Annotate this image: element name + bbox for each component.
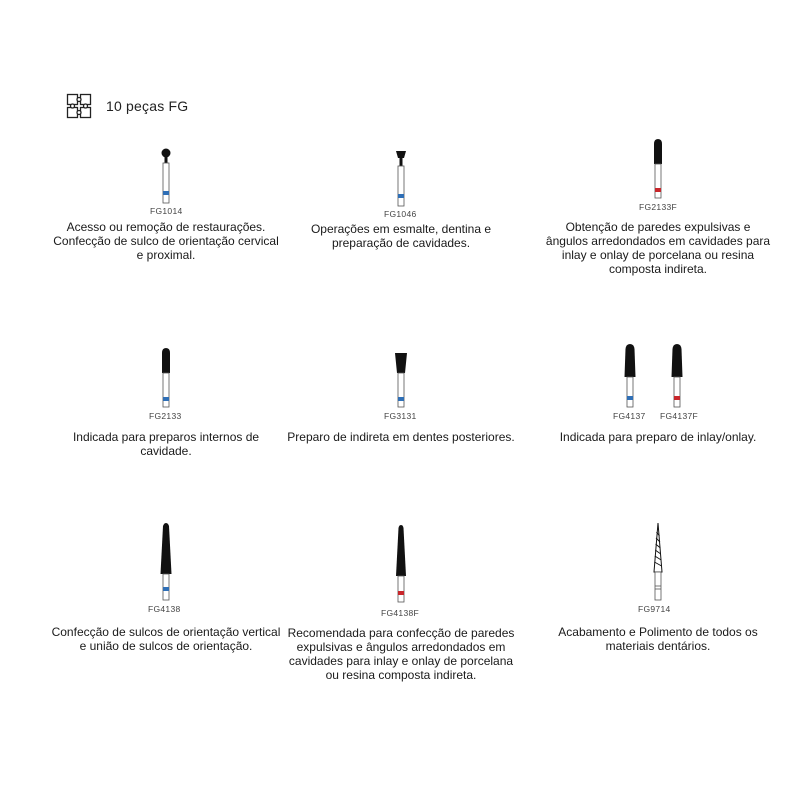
product-description: Preparo de indireta em dentes posteriores. — [287, 430, 515, 444]
product-card-fg9714 — [543, 520, 773, 660]
truncated-cone-bur-icon — [390, 351, 412, 409]
product-code: FG2133F — [639, 202, 678, 212]
product-code: FG3131 — [384, 411, 417, 421]
product-description: Obtenção de paredes expulsivas e ângulos arredondados em cavidades para inlay e onlay de porcelana ou resina composta indireta. — [545, 220, 771, 276]
product-code: FG2133 — [149, 411, 182, 421]
product-card-fg1046 — [286, 140, 516, 290]
product-code: FG1046 — [384, 209, 417, 219]
finishing-bur-icon — [647, 522, 669, 602]
product-description: Confecção de sulcos de orientação vertical e união de sulcos de orientação. — [51, 625, 281, 653]
product-card-fg4138 — [51, 520, 281, 670]
product-description: Acesso ou remoção de restaurações. Confecção de sulco de orientação cervical e proximal. — [53, 220, 279, 262]
product-code: FG4138 — [148, 604, 181, 614]
product-card-fg2133 — [51, 345, 281, 465]
kit-title: 10 peças FG — [106, 98, 189, 114]
product-card-fg4138f — [286, 522, 516, 712]
long-tapered-bur-icon — [157, 522, 175, 602]
product-description: Recomendada para confecção de paredes expulsivas e ângulos arredondados em cavidades para inlay e onlay de porcelana ou resina composta indireta. — [287, 626, 515, 682]
product-description: Acabamento e Polimento de todos os materiais dentários. — [558, 625, 758, 653]
tapered-round-bur-icon — [669, 343, 685, 409]
product-card-fg1014 — [51, 140, 281, 290]
product-code: FG4137F — [660, 411, 699, 421]
product-code: FG4137 — [613, 411, 646, 421]
header — [66, 92, 188, 120]
round-bur-icon — [159, 148, 173, 204]
product-card-fg4137 — [543, 343, 773, 463]
product-description: Indicada para preparos internos de cavidade. — [72, 430, 260, 458]
tapered-round-bur-icon — [159, 347, 173, 409]
product-code: FG9714 — [638, 604, 671, 614]
puzzle-icon — [66, 93, 92, 119]
inverted-cone-bur-icon — [394, 150, 408, 208]
product-card-fg2133f — [543, 136, 773, 306]
product-code: FG1014 — [150, 206, 183, 216]
product-description: Indicada para preparo de inlay/onlay. — [559, 430, 757, 444]
long-tapered-bur-icon — [392, 524, 410, 604]
tapered-round-bur-icon — [622, 343, 638, 409]
product-description: Operações em esmalte, dentina e preparação de cavidades. — [310, 222, 492, 250]
product-card-fg3131 — [286, 345, 516, 465]
product-code: FG4138F — [381, 608, 420, 618]
tapered-round-bur-icon — [651, 138, 665, 200]
